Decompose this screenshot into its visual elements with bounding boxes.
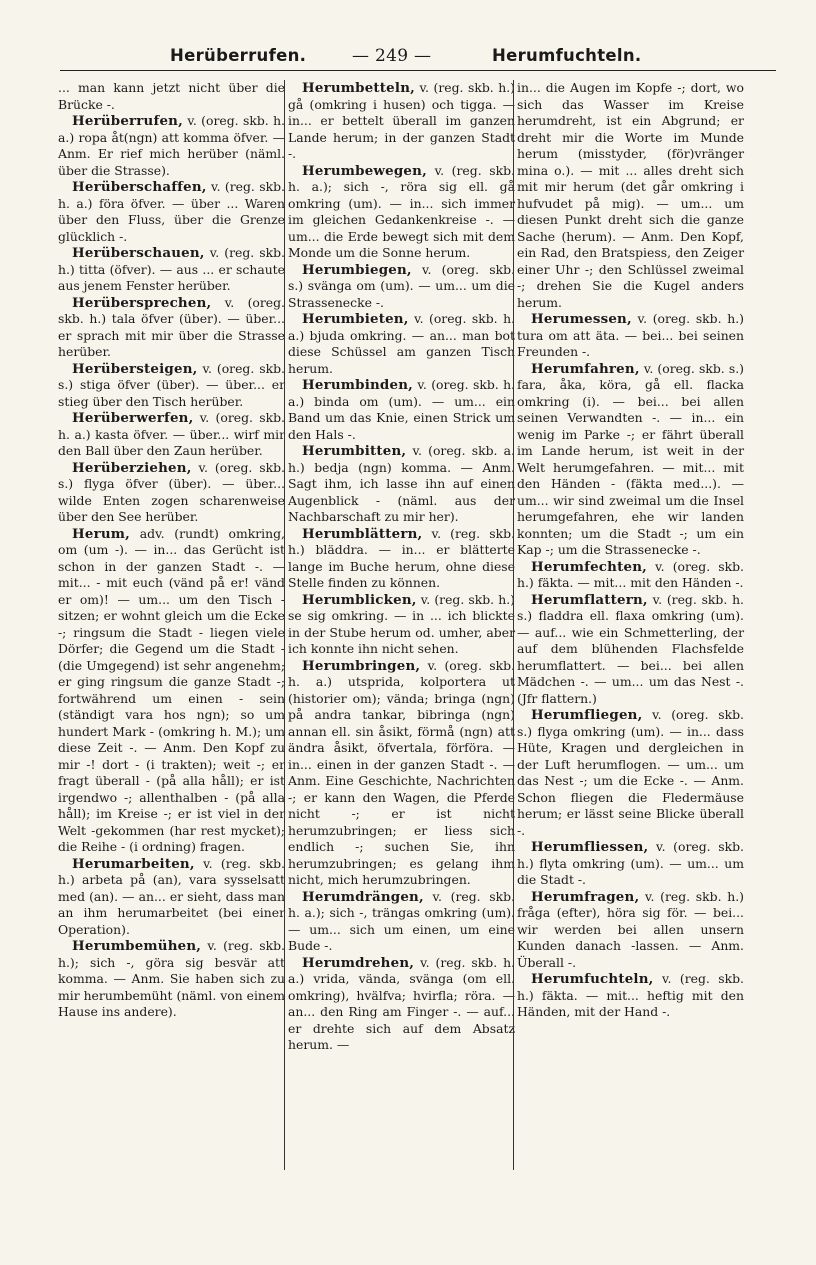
dictionary-entry bbox=[288, 311, 515, 377]
dictionary-entry bbox=[58, 295, 285, 361]
dictionary-entry bbox=[517, 559, 744, 592]
entry-headword: Herumbetteln, bbox=[302, 80, 415, 96]
entry-headword: Herumbringen, bbox=[302, 657, 421, 674]
entry-text: v. (oreg. skb. h. a.) kasta öfver. — über... wirf mir den Ball über den Zaun herüber. bbox=[58, 410, 285, 458]
dictionary-entry bbox=[58, 113, 285, 179]
entry-text: in... die Augen im Kopfe -; dort, wo sich das Wasser im Kreise herumdreht, ist ein Abgrund; er dreht mir die Worte im Munde herum (misstyder, (för)vränger mina o.). — mit ... alles dreht sich mit mir herum (det går omkring i hufvudet på mig). — um... um diesen Punkt dreht sich die ganze Sache (herum). — Anm. Den Kopf, ein Rad, den Bratspiess, den Zeiger einer Uhr -; den Schlüssel zweimal -; drehen Sie die Kugel anders herum. bbox=[517, 80, 744, 310]
dictionary-entry bbox=[288, 377, 515, 443]
entry-headword: Herumbieten, bbox=[302, 311, 409, 327]
entry-text: ... man kann jetzt nicht über die Brücke -. bbox=[58, 80, 285, 112]
entry-text: v. (oreg. skb. h. a.) bjuda omkring. — an... man bot diese Schüssel am ganzen Tisch herum. bbox=[288, 311, 515, 376]
entry-headword: Herüberwerfen, bbox=[72, 410, 194, 426]
entry-text: v. (oreg. skb. h.) tala öfver (über). — über... er sprach mit mir über die Strasse herüber. bbox=[58, 294, 285, 359]
dictionary-entry bbox=[288, 163, 515, 262]
page-number: — 249 — bbox=[352, 46, 432, 66]
dictionary-entry bbox=[288, 658, 515, 889]
entry-headword: Herum, bbox=[72, 525, 130, 542]
header-right-guideword: Herumfuchteln. bbox=[492, 46, 642, 65]
column-2 bbox=[288, 80, 515, 1054]
entry-text: v. (oreg. skb. s.) flyga omkring (um). — in... dass Hüte, Kragen und dergleichen in der Luft herumflogen. — um... um das Nest -; um die Ecke -. — Anm. Schon fliegen die Fledermäuse herum; er lässt seine Blicke überall -. bbox=[517, 707, 744, 838]
dictionary-entry bbox=[288, 592, 515, 658]
dictionary-entry bbox=[517, 707, 744, 839]
entry-text: v. (reg. skb. h.) arbeta på (an), vara sysselsatt med (an). — an... er sieht, dass man an ihm herumarbeitet (bei einer Operation). bbox=[58, 855, 285, 937]
entry-headword: Herüberschaffen, bbox=[72, 179, 207, 195]
entry-text: v. (oreg. skb. s.) stiga öfver (über). — über... er stieg über den Tisch herüber. bbox=[58, 360, 285, 409]
entry-headword: Herumblättern, bbox=[302, 525, 423, 542]
dictionary-entry bbox=[517, 361, 744, 559]
dictionary-entry bbox=[517, 311, 744, 361]
dictionary-entry bbox=[288, 262, 515, 312]
entry-text: v. (reg. skb. h. s.) fladdra ell. flaxa omkring (um). — auf... wie ein Schmetterling, der auf dem blühenden Flachsfelde herumflattert. — bei... bei allen Mädchen -. — um... um das Nest -. (Jfr flattern.) bbox=[517, 591, 744, 706]
entry-text: v. (oreg. skb. s.) flyga öfver (über). — über... wilde Enten zogen scharenweise über den See herüber. bbox=[58, 459, 285, 524]
entry-headword: Herüberschauen, bbox=[72, 245, 205, 261]
dictionary-entry bbox=[288, 955, 515, 1054]
entry-headword: Herüberrufen, bbox=[72, 113, 183, 129]
entry-text: v. (reg. skb. h.); sich -, göra sig besvär att komma. — Anm. Sie haben sich zu mir herumbemüht (näml. von einem Hause ins andere). bbox=[58, 938, 285, 1019]
entry-headword: Herumfahren, bbox=[531, 360, 640, 377]
entry-text: v. (reg. skb. h. a.) vrida, vända, svänga (om ell. omkring), hvälfva; hvirfla; röra. — an... den Ring am Finger -. — auf... er drehte sich auf dem Absatz herum. — bbox=[288, 954, 515, 1052]
entry-text: v. (oreg. skb. h. a.) binda om (um). — um... ein Band um das Knie, einen Strick um den Hals -. bbox=[288, 377, 515, 442]
entry-text: v. (reg. skb. h. a.); sich -, trängas omkring (um). — um... sich um einen, um eine Bude -. bbox=[288, 888, 515, 953]
entry-headword: Herumfechten, bbox=[531, 558, 648, 575]
dictionary-entry bbox=[288, 443, 515, 526]
entry-text: v. (oreg. skb. h. a.) ropa åt(ngn) att komma öfver. — Anm. Er rief mich herüber (näml. über die Strasse). bbox=[58, 113, 285, 178]
dictionary-entry bbox=[58, 460, 285, 526]
entry-text: adv. (rundt) omkring, om (um -). — in... das Gerücht ist schon in der ganzen Stadt -. — mit... - mit euch (vänd på er! vänd er om)! — um... um den Tisch - sitzen; er wohnt gleich um die Ecke -; ringsum die Stadt - liegen viele Dörfer; die Gegend um die Stadt - (die Umgegend) ist sehr angenehm; er ging ringsum die ganze Stadt -; fortwährend um einen - sein (ständigt vara hos ngn); so um hundert Mark - (omkring h. M.); um diese Zeit -. — Anm. Den Kopf zu mir -! dort - (i trakten); weit -; er fragt überall - (på alla håll); er ist irgendwo -; allenthalben - (på alla håll); im Kreise -; er ist viel in der Welt -gekommen (har rest mycket); die Reihe - (i ordning) fragen. bbox=[58, 525, 285, 854]
header-left-guideword: Herüberrufen. bbox=[170, 46, 307, 65]
entry-headword: Herumdrehen, bbox=[302, 954, 415, 971]
entry-text: v. (reg. skb. h.) se sig omkring. — in ... ich blickte in der Stube herum od. umher, aber ich konnte ihn nicht sehen. bbox=[288, 591, 515, 656]
entry-headword: Herumblicken, bbox=[302, 591, 417, 608]
dictionary-entry bbox=[517, 839, 744, 889]
entry-headword: Herumdrängen, bbox=[302, 888, 424, 905]
column-divider bbox=[284, 80, 285, 1170]
dictionary-entry bbox=[58, 245, 285, 295]
dictionary-entry bbox=[288, 889, 515, 955]
entry-headword: Herübersteigen, bbox=[72, 360, 198, 377]
entry-text: v. (oreg. skb. h.) flyta omkring (um). — um... um die Stadt -. bbox=[517, 839, 744, 887]
dictionary-entry bbox=[58, 856, 285, 939]
dictionary-entry bbox=[58, 526, 285, 856]
entry-text: v. (oreg. skb. s.) fara, åka, köra, gå ell. flacka omkring (i). — bei... bei allen seinen Verwandten -. — in... ein wenig im Parke -; er fährt überall im Lande herum, ist weit in der Welt herumgefahren. — mit... mit den Händen - (fäkta med...). — um... wir sind zweimal um die Insel herumgefahren, ehe wir landen konnten; um die Stadt -; um ein Kap -; um die Strassenecke -. bbox=[517, 360, 744, 557]
entry-headword: Herumarbeiten, bbox=[72, 855, 195, 872]
running-header bbox=[60, 40, 776, 71]
entry-headword: Herumessen, bbox=[531, 311, 632, 327]
column-1 bbox=[58, 80, 285, 1021]
entry-headword: Herumbemühen, bbox=[72, 938, 202, 954]
entry-text: v. (reg. skb. h.) fäkta. — mit... heftig mit den Händen, mit der Hand -. bbox=[517, 971, 744, 1019]
entry-text: v. (oreg. skb. h.) fäkta. — mit... mit den Händen -. bbox=[517, 558, 744, 590]
entry-headword: Herumbitten, bbox=[302, 443, 407, 459]
entry-headword: Herumbinden, bbox=[302, 377, 413, 393]
entry-text: v. (oreg. skb. a. h.) bedja (ngn) komma. — Anm. Sagt ihm, ich lasse ihn auf einen Augenblick - (näml. aus der Nachbarschaft zu mir her). bbox=[288, 443, 515, 524]
dictionary-entry bbox=[288, 80, 515, 163]
entry-text: v. (reg. skb. h.) bläddra. — in... er blätterte lange im Buche herum, ohne diese Stelle finden zu können. bbox=[288, 525, 515, 590]
column-divider bbox=[513, 80, 514, 1170]
dictionary-entry bbox=[288, 526, 515, 592]
entry-headword: Herumfragen, bbox=[531, 888, 640, 905]
entry-headword: Herumfliessen, bbox=[531, 839, 649, 855]
entry-text: v. (oreg. skb. h. a.) utsprida, kolportera ut (historier om); vända; bringa (ngn) på andra tankar, bibringa (ngn) annan ell. sin åsikt, förmå (ngn) att ändra åsikt, öfvertala, förföra. — in... einen in der ganzen Stadt -. — Anm. Eine Geschichte, Nachrichten -; er kann den Wagen, die Pferde nicht -; er ist nicht herumzubringen; er liess sich endlich -; suchen Sie, ihn herumzubringen; es gelang ihm nicht, mich herumzubringen. bbox=[288, 657, 515, 887]
entry-headword: Herumfliegen, bbox=[531, 707, 643, 723]
entry-text: v. (reg. skb. h. a.) föra öfver. — über ... Waren über den Fluss, über die Grenze glücklich -. bbox=[58, 179, 285, 244]
entry-headword: Herübersprechen, bbox=[72, 294, 212, 311]
dictionary-entry bbox=[517, 80, 744, 311]
dictionary-entry bbox=[58, 938, 285, 1021]
entry-headword: Herumflattern, bbox=[531, 591, 648, 608]
entry-text: v. (reg. skb. h.) titta (öfver). — aus ... er schaute aus jenem Fenster herüber. bbox=[58, 245, 285, 293]
entry-text: v. (reg. skb. h. a.); sich -, röra sig ell. gå omkring (um). — in... sich immer im gleichen Gedankenkreise -. — um... die Erde bewegt sich mit dem Monde um die Sonne herum. bbox=[288, 162, 515, 260]
dictionary-entry bbox=[517, 592, 744, 708]
dictionary-entry bbox=[58, 80, 285, 113]
entry-headword: Herumfuchteln, bbox=[531, 971, 654, 987]
dictionary-entry bbox=[58, 179, 285, 245]
entry-text: v. (oreg. skb. h.) tura om att äta. — bei... bei seinen Freunden -. bbox=[517, 311, 744, 359]
entry-headword: Herumbiegen, bbox=[302, 261, 412, 278]
entry-text: v. (reg. skb. h.) gå (omkring i husen) och tigga. — in... er bettelt überall im ganzen Lande herum; in der ganzen Stadt -. bbox=[288, 80, 515, 161]
entry-text: v. (reg. skb. h.) fråga (efter), höra sig för. — bei... wir werden bei allen unsern Kunden danach -lassen. — Anm. Überall -. bbox=[517, 888, 744, 970]
entry-headword: Herüberziehen, bbox=[72, 459, 192, 476]
column-3 bbox=[517, 80, 744, 1021]
dictionary-entry bbox=[58, 410, 285, 460]
entry-text: v. (oreg. skb. s.) svänga om (um). — um... um die Strassenecke -. bbox=[288, 261, 515, 310]
entry-headword: Herumbewegen, bbox=[302, 162, 427, 179]
dictionary-entry bbox=[517, 889, 744, 972]
dictionary-entry bbox=[58, 361, 285, 411]
dictionary-entry bbox=[517, 971, 744, 1021]
